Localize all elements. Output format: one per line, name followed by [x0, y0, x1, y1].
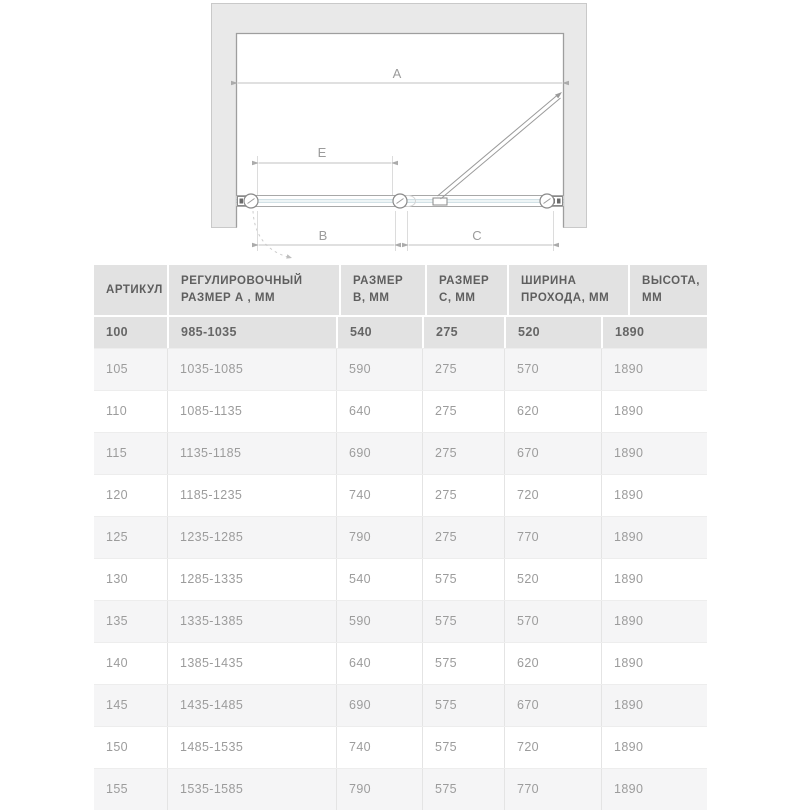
cell-size-b: 690 — [336, 433, 422, 474]
spec-table — [94, 265, 707, 810]
cell-size-c: 575 — [422, 643, 504, 684]
cell-height: 1890 — [601, 601, 707, 642]
cell-size-c: 575 — [422, 685, 504, 726]
cell-article: 120 — [106, 488, 128, 502]
cell-height: 1890 — [601, 685, 707, 726]
swing-arrow-icon — [286, 254, 292, 258]
cell-size-b: 590 — [336, 349, 422, 390]
door-arrow-icon — [555, 92, 562, 98]
cell-article: 150 — [106, 740, 128, 754]
cell-article: 145 — [106, 698, 128, 712]
cell-passage-width: 520 — [504, 559, 601, 600]
cell-adjustable-a: 1085-1135 — [167, 391, 336, 432]
dimension-a-label: A — [392, 66, 402, 81]
cell-size-b: 590 — [336, 601, 422, 642]
dimension-b-label: B — [318, 228, 328, 243]
cell-adjustable-a: 985-1035 — [167, 317, 336, 348]
cell-passage-width: 570 — [504, 601, 601, 642]
roller-middle-icon — [393, 194, 407, 208]
cell-height: 1890 — [601, 317, 707, 348]
cell-height: 1890 — [601, 349, 707, 390]
header-passage-width: ШИРИНА ПРОХОДА, ММ — [507, 265, 628, 315]
roller-right-icon — [540, 194, 554, 208]
cell-height: 1890 — [601, 727, 707, 768]
cell-passage-width: 720 — [504, 475, 601, 516]
cell-size-c: 275 — [422, 349, 504, 390]
cell-size-c: 275 — [422, 475, 504, 516]
table-row — [94, 348, 707, 390]
cell-adjustable-a: 1485-1535 — [167, 727, 336, 768]
cell-article: 135 — [106, 614, 128, 628]
cell-size-b: 740 — [336, 475, 422, 516]
cell-adjustable-a: 1535-1585 — [167, 769, 336, 810]
cell-passage-width: 570 — [504, 349, 601, 390]
cell-size-b: 640 — [336, 391, 422, 432]
table-row — [94, 390, 707, 432]
cell-size-b: 540 — [336, 317, 422, 348]
table-row — [94, 684, 707, 726]
cell-passage-width: 670 — [504, 433, 601, 474]
cell-height: 1890 — [601, 643, 707, 684]
cell-passage-width: 670 — [504, 685, 601, 726]
cell-size-c: 275 — [422, 433, 504, 474]
cell-article: 110 — [106, 404, 128, 418]
diagram-canvas — [0, 0, 800, 265]
dimension-c-label: C — [472, 228, 482, 243]
cell-passage-width: 720 — [504, 727, 601, 768]
cell-article: 115 — [106, 446, 128, 460]
cell-size-c: 575 — [422, 769, 504, 810]
cell-adjustable-a: 1235-1285 — [167, 517, 336, 558]
table-row — [94, 474, 707, 516]
table-row — [94, 558, 707, 600]
cell-adjustable-a: 1285-1335 — [167, 559, 336, 600]
table-row — [94, 768, 707, 810]
cell-size-b: 540 — [336, 559, 422, 600]
cell-size-c: 275 — [422, 391, 504, 432]
cell-article: 140 — [106, 656, 128, 670]
table-row — [94, 600, 707, 642]
cell-size-c: 575 — [422, 727, 504, 768]
cell-size-b: 790 — [336, 517, 422, 558]
cell-adjustable-a: 1035-1085 — [167, 349, 336, 390]
cell-size-c: 275 — [422, 317, 504, 348]
cell-adjustable-a: 1135-1185 — [167, 433, 336, 474]
table-row — [94, 317, 707, 348]
cell-size-b: 790 — [336, 769, 422, 810]
cell-adjustable-a: 1335-1385 — [167, 601, 336, 642]
cell-height: 1890 — [601, 559, 707, 600]
cell-passage-width: 770 — [504, 769, 601, 810]
cell-passage-width: 620 — [504, 391, 601, 432]
cell-article: 155 — [106, 782, 128, 796]
cell-article: 130 — [106, 572, 128, 586]
cell-height: 1890 — [601, 769, 707, 810]
table-body — [94, 317, 707, 810]
cell-adjustable-a: 1385-1435 — [167, 643, 336, 684]
cell-size-b: 690 — [336, 685, 422, 726]
table-row — [94, 726, 707, 768]
cell-article: 105 — [106, 362, 128, 376]
cell-height: 1890 — [601, 517, 707, 558]
cell-article: 125 — [106, 530, 128, 544]
cell-article: 100 — [106, 325, 128, 339]
cell-height: 1890 — [601, 475, 707, 516]
header-size-b: РАЗМЕР B, ММ — [339, 265, 425, 315]
table-row — [94, 432, 707, 474]
cell-adjustable-a: 1435-1485 — [167, 685, 336, 726]
cell-size-b: 740 — [336, 727, 422, 768]
header-size-c: РАЗМЕР C, ММ — [425, 265, 507, 315]
table-header-row — [94, 265, 707, 317]
cell-height: 1890 — [601, 391, 707, 432]
cell-passage-width: 620 — [504, 643, 601, 684]
installation-diagram — [0, 0, 800, 265]
cell-passage-width: 770 — [504, 517, 601, 558]
door-panel — [438, 92, 563, 199]
cell-adjustable-a: 1185-1235 — [167, 475, 336, 516]
dimension-e-label: E — [317, 145, 327, 160]
cell-size-c: 575 — [422, 559, 504, 600]
cell-size-c: 575 — [422, 601, 504, 642]
table-row — [94, 642, 707, 684]
header-article: АРТИКУЛ — [106, 283, 163, 296]
cell-passage-width: 520 — [504, 317, 601, 348]
cell-size-b: 640 — [336, 643, 422, 684]
header-height: ВЫСОТА, ММ — [628, 265, 707, 315]
header-adjustable-a: РЕГУЛИРОВОЧНЫЙ РАЗМЕР А , ММ — [167, 265, 339, 315]
door-swing-arc — [253, 211, 292, 259]
hinge-block — [433, 198, 447, 205]
roller-left-icon — [244, 194, 258, 208]
cell-height: 1890 — [601, 433, 707, 474]
cell-size-c: 275 — [422, 517, 504, 558]
table-row — [94, 516, 707, 558]
